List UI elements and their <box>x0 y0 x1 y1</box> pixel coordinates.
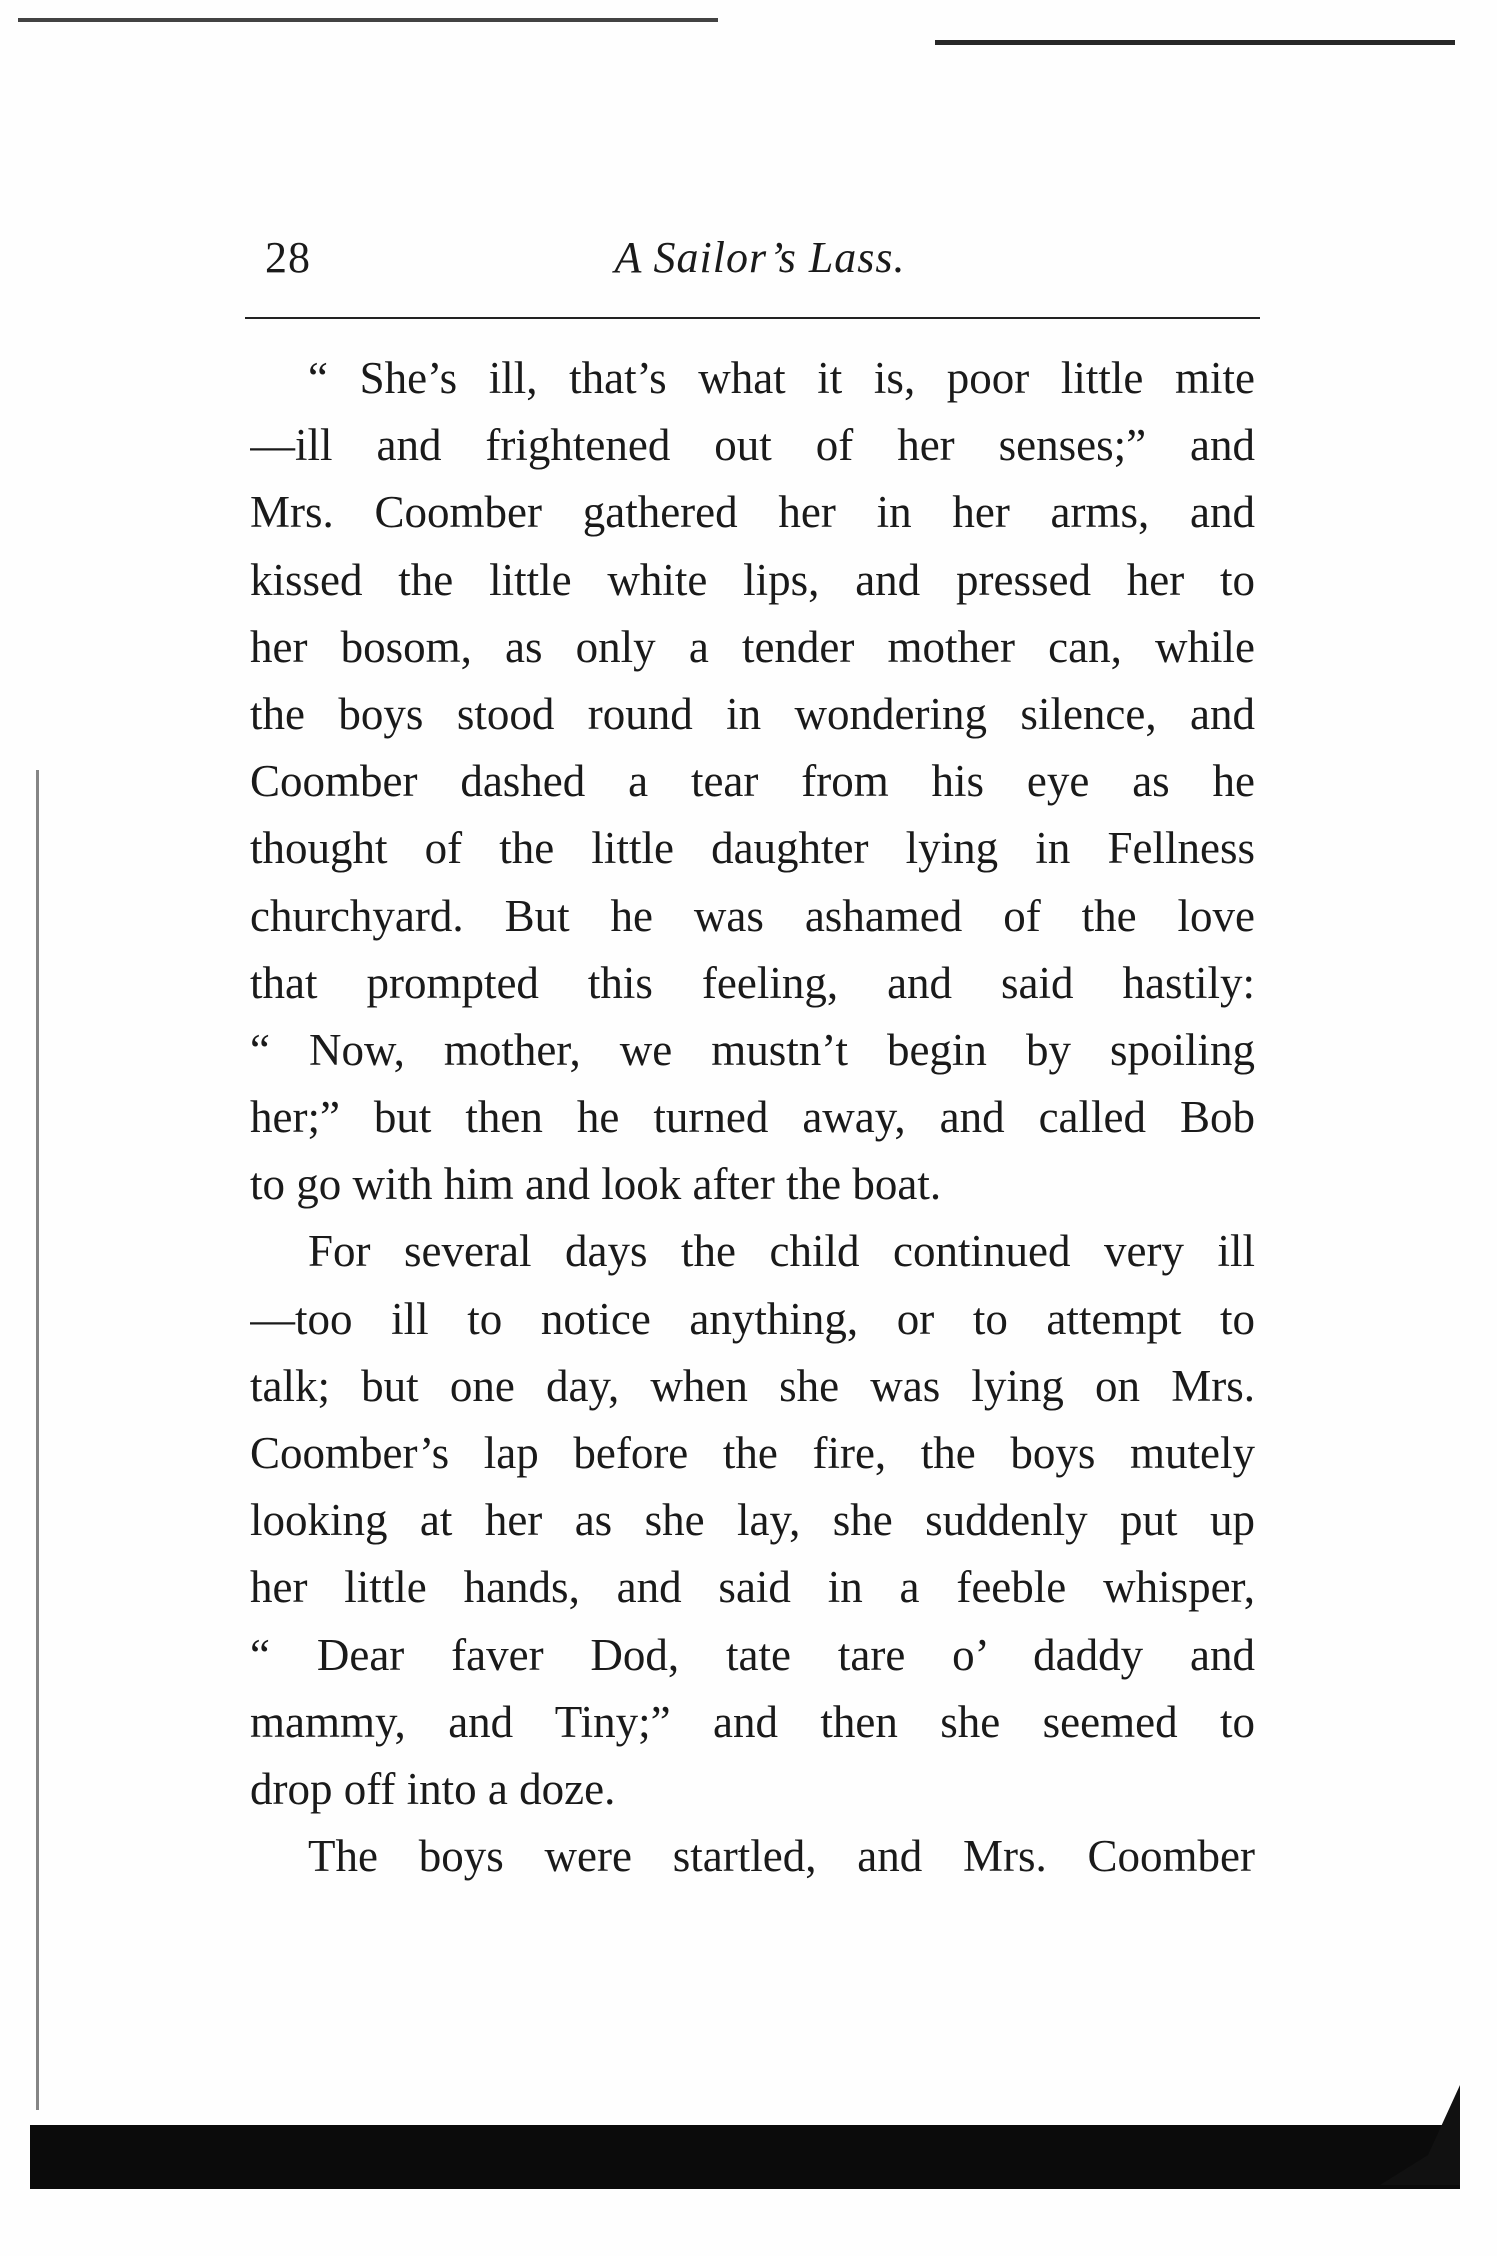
paragraph <box>250 345 1255 1218</box>
text-line: churchyard. But he was ashamed of the love <box>250 890 1255 941</box>
text-line: —ill and frightened out of her senses;” and <box>250 420 1255 471</box>
text-line: thought of the little daughter lying in Fellness <box>250 823 1255 874</box>
text-line: For several days the child continued very ill <box>308 1226 1255 1277</box>
text-line: her;” but then he turned away, and called Bob <box>250 1092 1255 1143</box>
page-header <box>245 232 1275 292</box>
header-rule <box>245 317 1260 319</box>
page-number: 28 <box>265 233 311 282</box>
scan-edge-top-left <box>18 18 718 22</box>
text-line: to go with him and look after the boat. <box>250 1159 942 1210</box>
text-line: her bosom, as only a tender mother can, while <box>250 621 1255 672</box>
text-line: “ Now, mother, we mustn’t begin by spoiling <box>250 1024 1255 1075</box>
text-line: —too ill to notice anything, or to attempt to <box>250 1293 1255 1344</box>
text-line: the boys stood round in wondering silence, and <box>250 688 1255 739</box>
text-line: mammy, and Tiny;” and then she seemed to <box>250 1696 1255 1747</box>
body-text <box>250 345 1255 1890</box>
text-line: Coomber’s lap before the fire, the boys mutely <box>250 1428 1255 1478</box>
text-line: The boys were startled, and Mrs. Coomber <box>308 1831 1255 1882</box>
paragraph <box>250 1823 1255 1890</box>
text-line: looking at her as she lay, she suddenly put up <box>250 1495 1255 1546</box>
running-title: A Sailor’s Lass. <box>614 233 906 282</box>
text-line: Mrs. Coomber gathered her in her arms, and <box>250 487 1255 538</box>
text-line: kissed the little white lips, and pressed her to <box>250 554 1255 605</box>
text-line: “ She’s ill, that’s what it is, poor little mite <box>308 353 1255 403</box>
text-line: drop off into a doze. <box>250 1763 616 1814</box>
text-line: “ Dear faver Dod, tate tare o’ daddy and <box>250 1629 1255 1680</box>
scan-edge-top-right <box>935 40 1455 45</box>
scan-edge-binding <box>36 770 39 2110</box>
paragraph <box>250 1218 1255 1823</box>
text-line: her little hands, and said in a feeble whisper, <box>250 1562 1255 1613</box>
text-line: Coomber dashed a tear from his eye as he <box>250 756 1255 807</box>
text-line: talk; but one day, when she was lying on Mrs. <box>250 1360 1255 1411</box>
scan-edge-bottom <box>30 2125 1460 2189</box>
text-line: that prompted this feeling, and said hastily: <box>250 957 1255 1008</box>
